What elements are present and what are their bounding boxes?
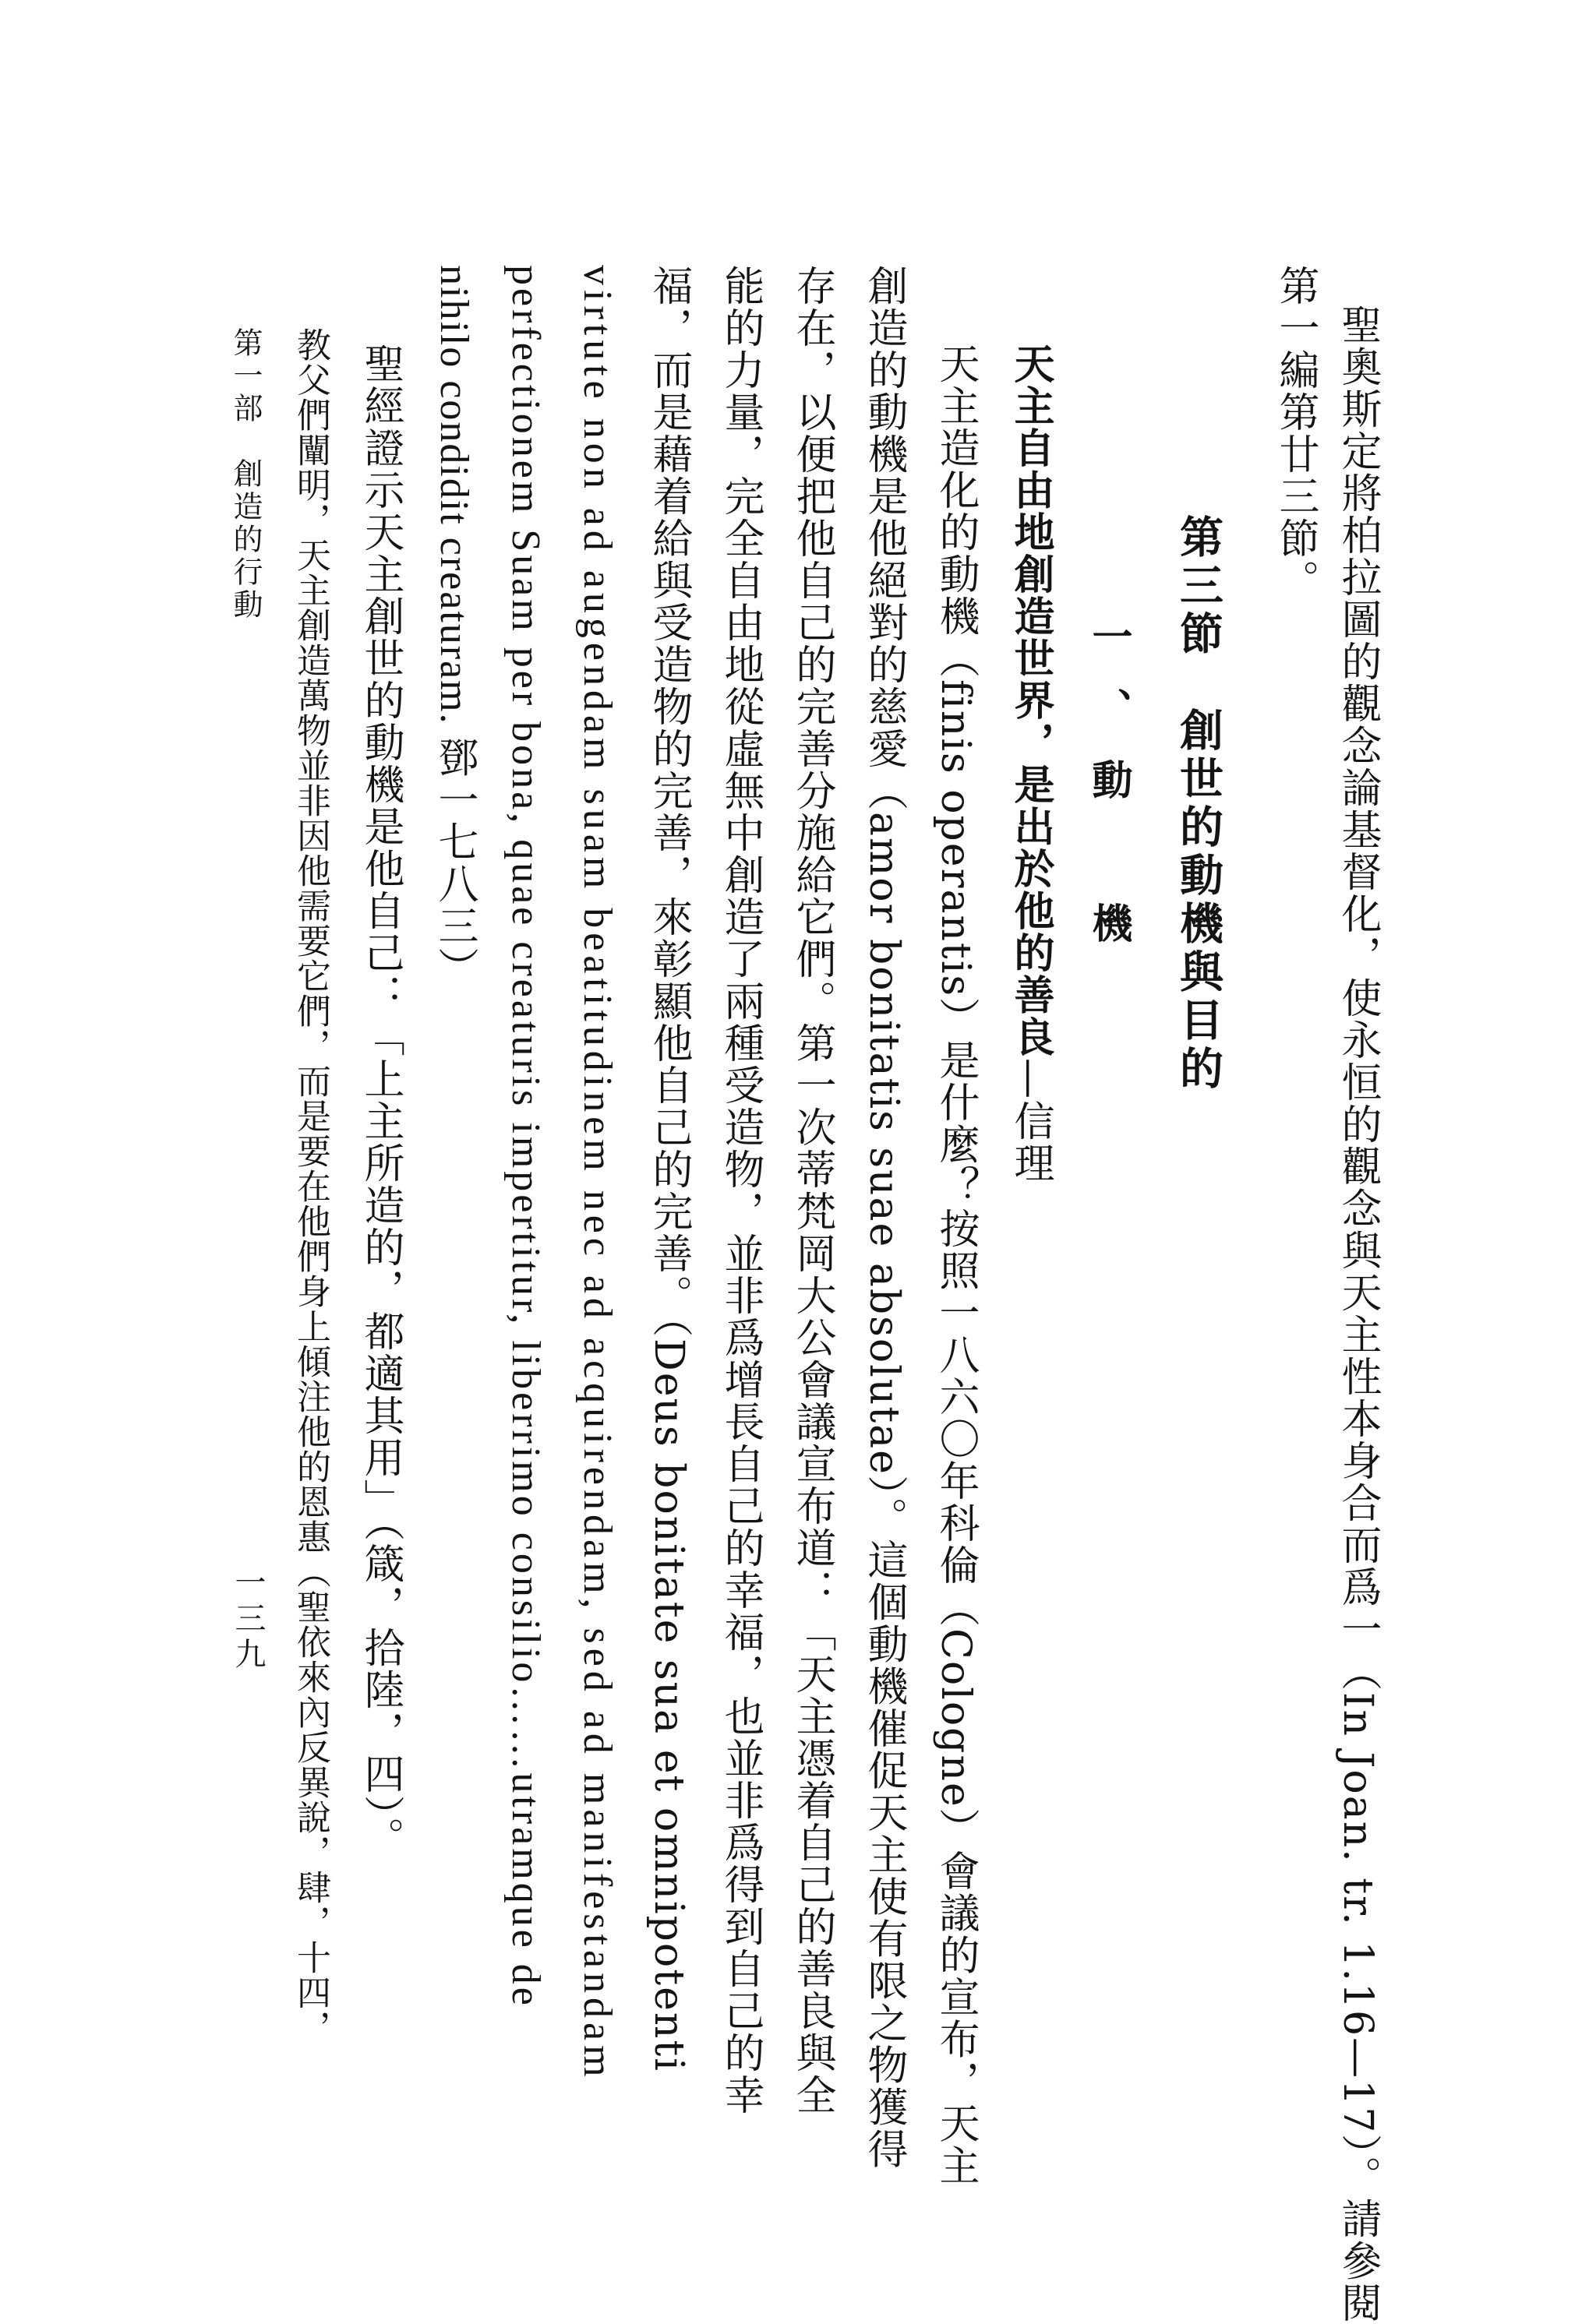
latin-line-1: virtute non ad augendam suam beatitudinem nec ad acquirendam, sed ad manifestandam (575, 265, 620, 2082)
page-number: 一三九 (230, 1566, 266, 1673)
doctrine-rating: —信理 (1007, 1058, 1054, 1184)
section-heading: 第三節 創世的動機與目的 (1173, 514, 1224, 1094)
latin-line-2: perfectionem Suam per bona, quae creaturis impertitur, liberrimo consilio……utramque de (503, 265, 548, 2008)
scripture-line: 聖經證示天主創世的動機是他自己：「上主所造的，都適其用」（箴，拾陸，四）。 (357, 343, 404, 1859)
running-footer: 第一部 創造的行動 (228, 327, 263, 622)
text-column-2: 第一編第廿三節。 (1272, 265, 1319, 601)
subsection-title: 一、動 機 (1085, 615, 1132, 974)
paragraph-line-4: 能的力量，完全自由地從虛無中創造了兩種受造物，並非爲增長自己的幸福，也並非爲得到自己的幸 (717, 265, 764, 2116)
paragraph-line-3: 存在，以便把他自己的完善分施給它們。第一次蒂梵岡大公會議宣布道：「天主憑着自己的善良與全 (789, 265, 835, 2116)
fathers-line: 教父們闡明，天主創造萬物並非因他需要它們，而是要在他們身上傾注他的恩惠（聖依來內反異說，肆，十四， (291, 327, 330, 2045)
doctrine-line (1007, 343, 1054, 1184)
paragraph-line-1: 天主造化的動機（finis operantis）是什麼？按照一八六〇年科倫（Cologne）會議的宣布，天主 (932, 343, 979, 2187)
latin-line-3: nihilo condidit creaturam. 鄧一七八三） (432, 265, 476, 989)
text-column-1: 聖奧斯定將柏拉圖的觀念論基督化，使永恒的觀念與天主性本身合而爲一（In Joan. tr. 1.16—17）。請參閱 (1334, 304, 1381, 2324)
paragraph-line-5: 福，而是藉着給與受造物的完善，來彰顯他自己的完善。（Deus bonitate sua et omnipotenti (645, 265, 692, 2072)
doctrine-thesis: 天主自由地創造世界，是出於他的善良 (1007, 343, 1054, 1058)
paragraph-line-2: 創造的動機是他絕對的慈愛（amor bonitatis suae absolutae）。這個動機催促天主使有限之物獲得 (860, 265, 907, 2171)
